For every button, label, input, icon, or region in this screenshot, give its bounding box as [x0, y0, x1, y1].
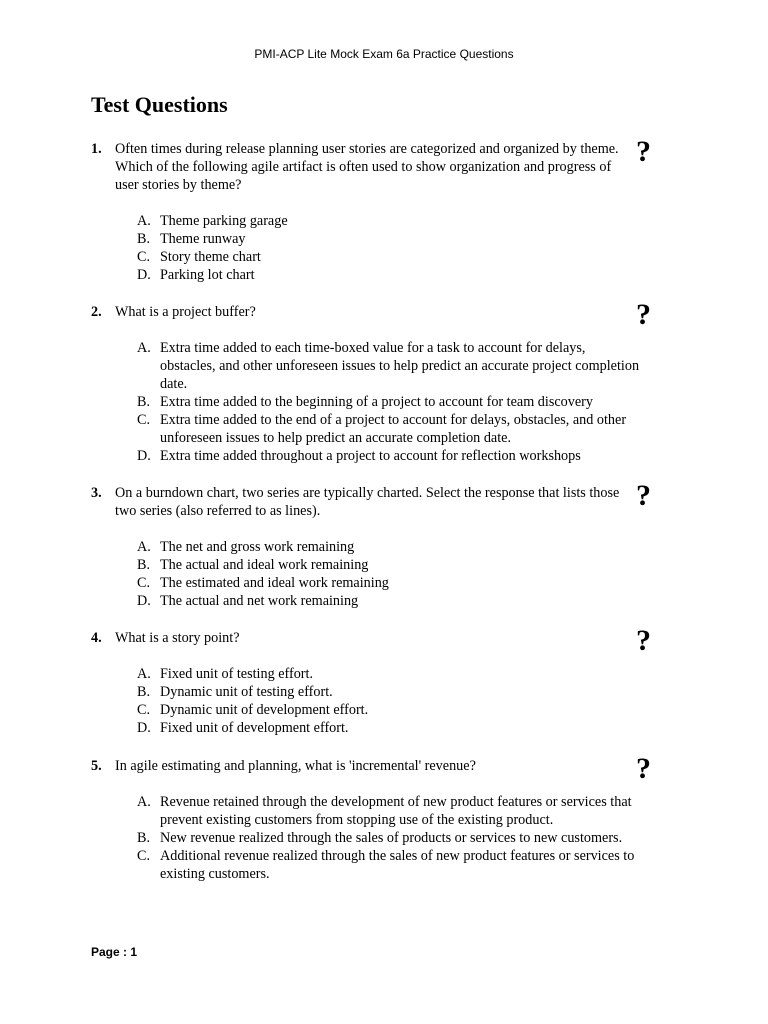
question-mark-icon[interactable]: ? — [636, 479, 651, 512]
answer-option — [91, 538, 640, 556]
answer-option — [91, 701, 640, 719]
answer-option — [91, 592, 640, 610]
page-number: Page : 1 — [91, 945, 138, 959]
answer-options — [91, 793, 711, 883]
answer-option — [91, 447, 640, 465]
question-text: On a burndown chart, two series are typically charted. Select the response that lists those two series (also referred to as lines). — [115, 485, 620, 519]
option-letter: C. — [137, 249, 151, 265]
option-text: The estimated and ideal work remaining — [160, 575, 389, 591]
answer-option — [91, 665, 640, 683]
option-letter: C. — [137, 412, 151, 428]
question-mark-icon[interactable]: ? — [636, 752, 651, 785]
answer-option — [91, 248, 640, 266]
answer-option — [91, 556, 640, 574]
option-text: Extra time added to each time-boxed value for a task to account for delays, obstacles, and other unforeseen issues to help predict an accurate project completion date. — [160, 340, 640, 392]
answer-options — [91, 339, 711, 465]
question-text: In agile estimating and planning, what is 'incremental' revenue? — [115, 758, 476, 774]
question-mark-icon[interactable]: ? — [636, 135, 651, 168]
question-number: 4. — [91, 630, 102, 646]
question-number: 1. — [91, 141, 102, 157]
option-letter: B. — [137, 684, 151, 700]
option-letter: D. — [137, 720, 151, 736]
option-text: Theme parking garage — [160, 213, 288, 229]
question-4 — [91, 624, 711, 737]
answer-option — [91, 339, 640, 393]
answer-option — [91, 393, 640, 411]
option-text: Dynamic unit of development effort. — [160, 702, 369, 718]
option-text: Theme runway — [160, 231, 246, 247]
option-text: Additional revenue realized through the sales of new product features or services to existing customers. — [160, 848, 635, 882]
option-text: Extra time added to the end of a project to account for delays, obstacles, and other unforeseen issues to help predict an accurate completion date. — [160, 412, 627, 446]
answer-options — [91, 538, 711, 610]
question-mark-icon[interactable]: ? — [636, 298, 651, 331]
answer-option — [91, 829, 640, 847]
option-letter: A. — [137, 794, 151, 810]
question-text: What is a story point? — [115, 630, 240, 646]
option-letter: A. — [137, 340, 151, 356]
option-text: Dynamic unit of testing effort. — [160, 684, 333, 700]
option-text: New revenue realized through the sales of products or services to new customers. — [160, 830, 623, 846]
option-text: The net and gross work remaining — [160, 539, 355, 555]
question-1 — [91, 135, 711, 284]
option-text: Fixed unit of development effort. — [160, 720, 349, 736]
option-text: Story theme chart — [160, 249, 261, 265]
option-text: Revenue retained through the development of new product features or services that prevent existing customers from stopping use of the existing product. — [160, 794, 632, 828]
question-number: 3. — [91, 485, 102, 501]
answer-option — [91, 719, 640, 737]
option-text: The actual and ideal work remaining — [160, 557, 369, 573]
option-text: Extra time added throughout a project to account for reflection workshops — [160, 448, 581, 464]
option-letter: B. — [137, 557, 151, 573]
option-letter: D. — [137, 593, 151, 609]
option-letter: D. — [137, 267, 151, 283]
answer-option — [91, 793, 640, 829]
option-letter: A. — [137, 213, 151, 229]
option-letter: B. — [137, 830, 151, 846]
option-letter: C. — [137, 575, 151, 591]
answer-option — [91, 266, 640, 284]
option-letter: C. — [137, 702, 151, 718]
option-text: The actual and net work remaining — [160, 593, 359, 609]
option-letter: A. — [137, 666, 151, 682]
answer-options — [91, 212, 711, 284]
option-text: Fixed unit of testing effort. — [160, 666, 314, 682]
option-text: Extra time added to the beginning of a project to account for team discovery — [160, 394, 593, 410]
answer-option — [91, 847, 640, 883]
answer-option — [91, 411, 640, 447]
question-text: Often times during release planning user stories are categorized and organized by theme. Which of the following agile artifact is often used to show organization and progress of user stories by theme? — [115, 141, 619, 193]
question-number: 5. — [91, 758, 102, 774]
running-header: PMI-ACP Lite Mock Exam 6a Practice Questions — [254, 47, 514, 61]
option-text: Parking lot chart — [160, 267, 255, 283]
question-3 — [91, 479, 711, 610]
question-number: 2. — [91, 304, 102, 320]
question-5 — [91, 752, 711, 883]
page-title: Test Questions — [91, 92, 228, 117]
answer-option — [91, 230, 640, 248]
option-letter: A. — [137, 539, 151, 555]
answer-options — [91, 665, 711, 737]
option-letter: D. — [137, 448, 151, 464]
answer-option — [91, 574, 640, 592]
question-text: What is a project buffer? — [115, 304, 256, 320]
question-mark-icon[interactable]: ? — [636, 624, 651, 657]
answer-option — [91, 212, 640, 230]
option-letter: B. — [137, 231, 151, 247]
option-letter: C. — [137, 848, 151, 864]
answer-option — [91, 683, 640, 701]
option-letter: B. — [137, 394, 151, 410]
question-2 — [91, 298, 711, 465]
